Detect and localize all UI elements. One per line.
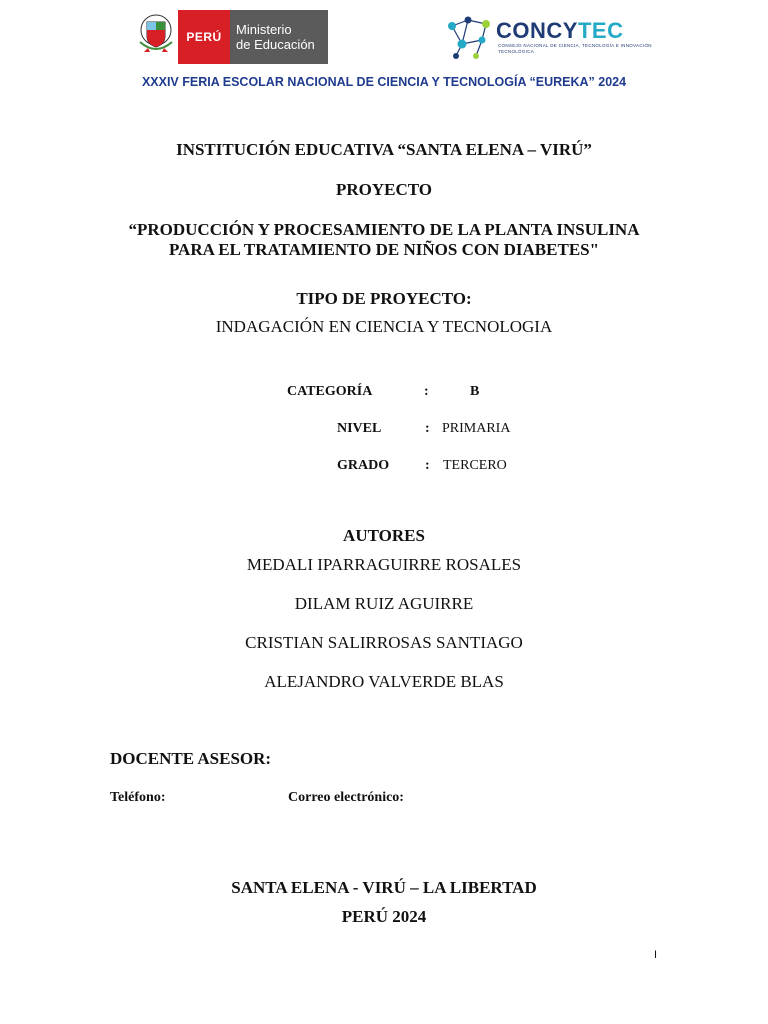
project-type-value: INDAGACIÓN EN CIENCIA Y TECNOLOGIA — [215, 317, 553, 336]
category-separator: : — [424, 384, 429, 399]
concytec-word-a: CONCY — [496, 18, 578, 43]
grade-separator: : — [425, 458, 430, 473]
coat-of-arms-icon — [134, 10, 178, 64]
institution-name: INSTITUCIÓN EDUCATIVA “SANTA ELENA – VIRÚ” — [176, 140, 592, 159]
concytec-wordmark — [496, 18, 623, 44]
level-separator: : — [425, 421, 430, 436]
concytec-logo — [442, 12, 660, 62]
ministry-name — [230, 10, 328, 64]
ministry-logo — [134, 10, 328, 64]
network-nodes-icon — [442, 12, 496, 62]
author-item: CRISTIAN SALIRROSAS SANTIAGO — [245, 633, 523, 652]
category-value: B — [470, 384, 480, 399]
project-title — [0, 220, 768, 260]
ministry-line-1: Ministerio — [236, 22, 292, 37]
fair-title: XXXIV FERIA ESCOLAR NACIONAL DE CIENCIA Y TECNOLOGÍA “EUREKA” 2024 — [141, 75, 627, 89]
concytec-word-b: TEC — [577, 18, 624, 43]
project-label: PROYECTO — [335, 180, 433, 199]
grade-value: TERCERO — [443, 458, 507, 473]
country-year: PERÚ 2024 — [341, 907, 427, 926]
phone-label: Teléfono: — [110, 790, 166, 805]
advisor-label: DOCENTE ASESOR: — [110, 749, 272, 768]
author-item: ALEJANDRO VALVERDE BLAS — [264, 672, 504, 691]
author-item: MEDALI IPARRAGUIRRE ROSALES — [246, 555, 522, 574]
page-number: I — [654, 949, 658, 961]
country-label: PERÚ — [178, 10, 230, 64]
place: SANTA ELENA - VIRÚ – LA LIBERTAD — [231, 878, 537, 897]
level-label: NIVEL — [337, 421, 382, 436]
ministry-line-2: de Educación — [236, 37, 315, 52]
project-type-label: TIPO DE PROYECTO: — [296, 289, 472, 308]
author-item: DILAM RUIZ AGUIRRE — [294, 594, 474, 613]
project-title-line-1: “PRODUCCIÓN Y PROCESAMIENTO DE LA PLANTA INSULINA — [128, 220, 640, 239]
level-value: PRIMARIA — [442, 421, 511, 436]
project-title-line-2: PARA EL TRATAMIENTO DE NIÑOS CON DIABETES" — [168, 240, 600, 259]
category-label: CATEGORÍA — [287, 384, 373, 399]
authors-label: AUTORES — [343, 526, 425, 545]
grade-label: GRADO — [337, 458, 390, 473]
concytec-subtitle: CONSEJO NACIONAL DE CIENCIA, TECNOLOGÍA E INNOVACIÓN TECNOLÓGICA — [498, 43, 652, 54]
email-label: Correo electrónico: — [288, 790, 404, 805]
